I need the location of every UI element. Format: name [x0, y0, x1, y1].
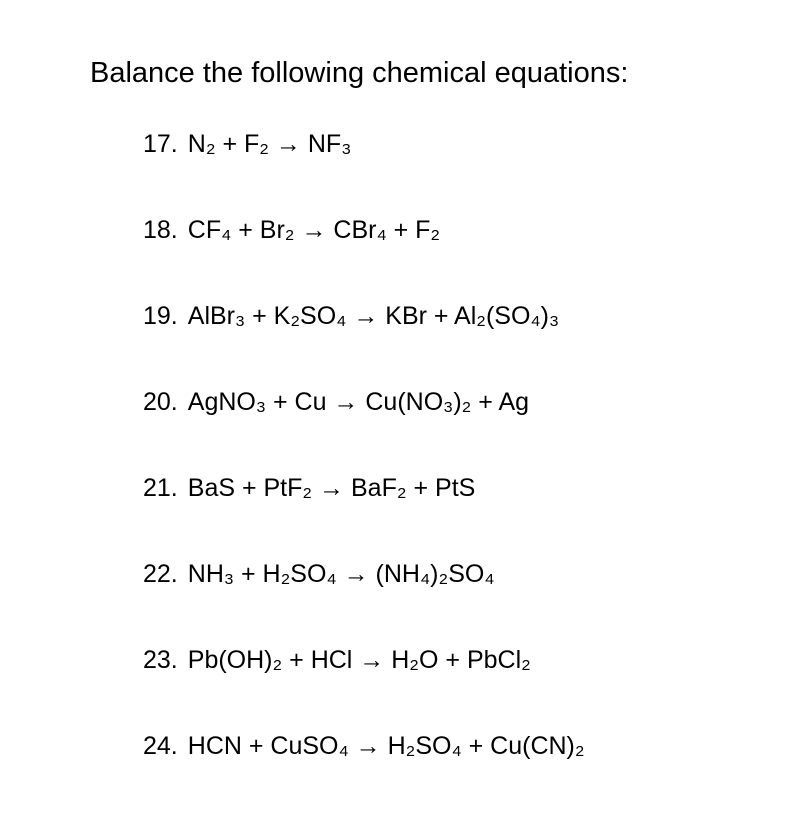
equation-number: 20.: [143, 388, 178, 416]
equation-item: [143, 466, 585, 552]
equation-item: [143, 208, 585, 294]
equation-text: AlBr₃ + K₂SO₄ → KBr + Al₂(SO₄)₃: [187, 302, 560, 330]
equation-list: [143, 122, 585, 810]
equation-item: [143, 724, 585, 810]
equation-item: [143, 294, 585, 380]
equation-text: CF₄ + Br₂ → CBr₄ + F₂: [187, 216, 441, 244]
equation-number: 24.: [143, 732, 178, 760]
equation-item: [143, 122, 585, 208]
equation-item: [143, 380, 585, 466]
equation-text: BaS + PtF₂ → BaF₂ + PtS: [187, 474, 476, 502]
equation-item: [143, 552, 585, 638]
equation-item: [143, 638, 585, 724]
equation-text: N₂ + F₂ → NF₃: [187, 130, 352, 158]
equation-number: 18.: [143, 216, 178, 244]
equation-number: 23.: [143, 646, 178, 674]
equation-number: 22.: [143, 560, 178, 588]
equation-text: AgNO₃ + Cu → Cu(NO₃)₂ + Ag: [187, 388, 530, 416]
equation-text: Pb(OH)₂ + HCl → H₂O + PbCl₂: [187, 646, 531, 674]
equation-text: HCN + CuSO₄ → H₂SO₄ + Cu(CN)₂: [187, 732, 585, 760]
equation-number: 19.: [143, 302, 178, 330]
equation-text: NH₃ + H₂SO₄ → (NH₄)₂SO₄: [187, 560, 495, 588]
equation-number: 21.: [143, 474, 178, 502]
equation-number: 17.: [143, 130, 178, 158]
page-title: Balance the following chemical equations:: [90, 57, 629, 89]
